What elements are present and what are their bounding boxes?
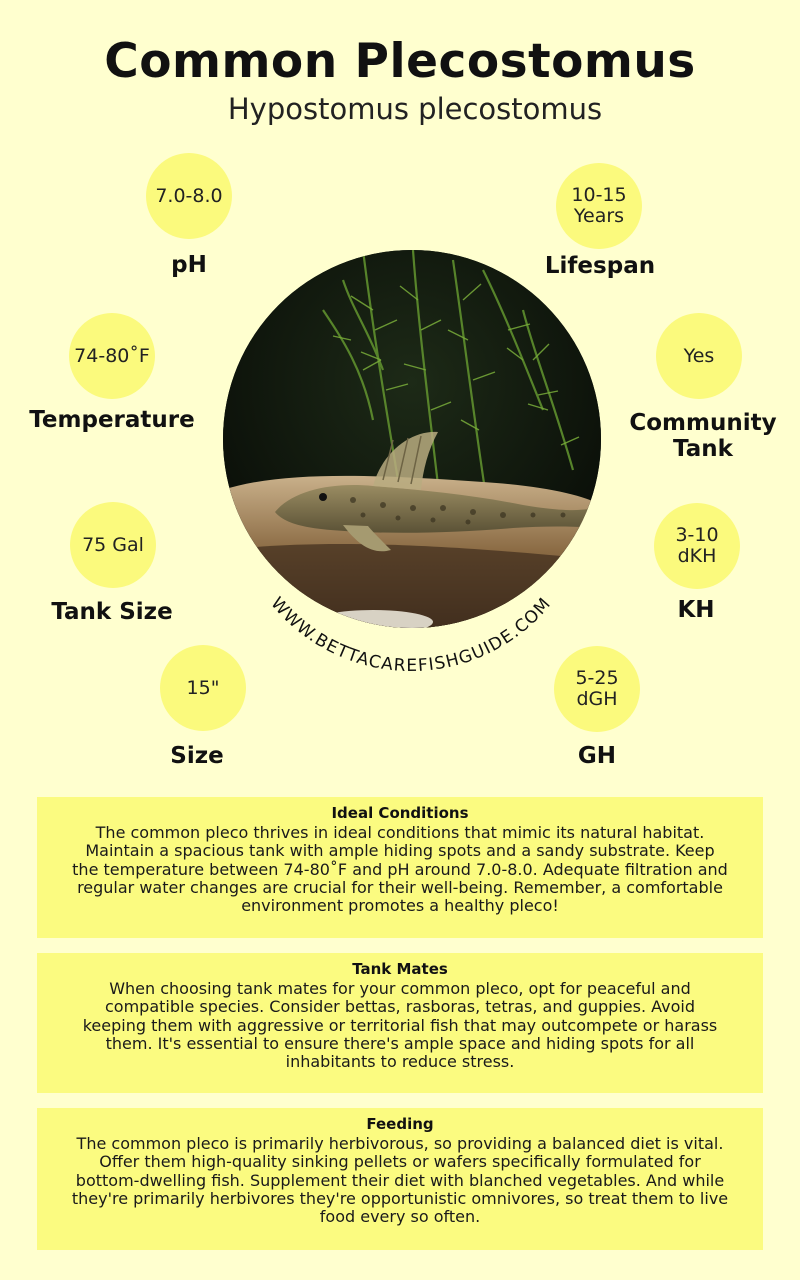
lifespan-value: 10-15 Years	[556, 163, 642, 249]
tank-size-label: Tank Size	[51, 599, 173, 625]
tank-mates-text: When choosing tank mates for your common pleco, opt for peaceful and compatible species. Consider bettas, rasboras, tetras, and guppies. Avoid keeping them with aggressive or territorial fish that may outcompete or harass them. It's essential to ensure there's ample space and hiding spots for all inhabitants to reduce stress.	[82, 979, 718, 1072]
ideal-conditions-heading: Ideal Conditions	[331, 804, 469, 822]
community-tank-label: Community Tank	[629, 410, 777, 462]
temperature-label: Temperature	[29, 407, 195, 433]
size-value: 15"	[160, 645, 246, 731]
lifespan-label: Lifespan	[544, 253, 656, 279]
ph-label: pH	[171, 252, 207, 278]
gh-label: GH	[577, 743, 617, 769]
ideal-conditions-section	[37, 797, 763, 938]
tank-size-value: 75 Gal	[70, 502, 156, 588]
gh-value: 5-25 dGH	[554, 646, 640, 732]
tank-mates-section	[37, 953, 763, 1093]
kh-value: 3-10 dKH	[654, 503, 740, 589]
feeding-heading: Feeding	[366, 1115, 434, 1133]
scientific-name: Hypostomus plecostomus	[227, 92, 603, 126]
size-label: Size	[170, 743, 224, 769]
feeding-text: The common pleco is primarily herbivorous, so providing a balanced diet is vital. Offer them high-quality sinking pellets or wafers specifically formulated for bottom-dwelling fish. Supplement their diet with blanched vegetables. And while they're primarily herbivores they're opportunistic omnivores, so treat them to live food every so often.	[71, 1134, 729, 1227]
feeding-section	[37, 1108, 763, 1250]
tank-mates-heading: Tank Mates	[352, 960, 448, 978]
kh-label: KH	[677, 597, 715, 623]
ph-value: 7.0-8.0	[146, 153, 232, 239]
watermark-text: WWW.BETTACAREFISHGUIDE.COM	[266, 593, 556, 677]
ideal-conditions-text: The common pleco thrives in ideal conditions that mimic its natural habitat. Maintain a spacious tank with ample hiding spots and a sandy substrate. Keep the temperature between 74-80˚F and pH around 7.0-8.0. Adequate filtration and regular water changes are crucial for their well-being. Remember, a comfortable environment promotes a healthy pleco!	[72, 823, 728, 916]
temperature-value: 74-80˚F	[69, 313, 155, 399]
page-title: Common Plecostomus	[104, 34, 696, 89]
community-value: Yes	[656, 313, 742, 399]
pleco-photo	[223, 250, 601, 628]
